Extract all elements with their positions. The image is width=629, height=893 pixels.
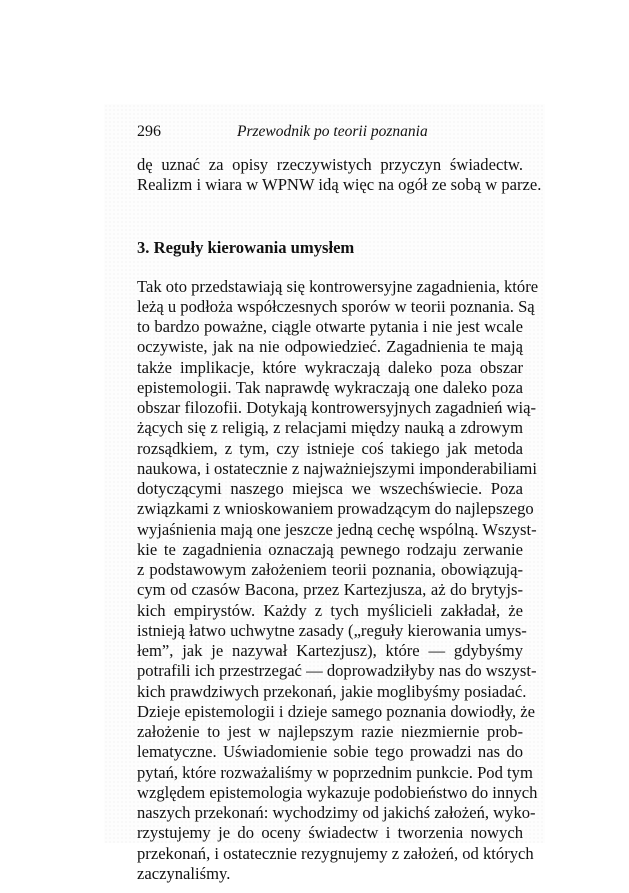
text-line: dę uznać za opisy rzeczywistych przyczyn świadectw. bbox=[137, 155, 523, 174]
page-number: 296 bbox=[137, 123, 161, 140]
text-line: leżą u podłoża współczesnych sporów w teorii poznania. Są bbox=[137, 296, 535, 316]
text-line: kie te zagadnienia oznaczają pewnego rodzaju zerwanie bbox=[137, 539, 523, 559]
text-line: naszych przekonań: wychodzimy od jakichś założeń, wyko- bbox=[137, 803, 536, 822]
text-line: zaczynaliśmy. bbox=[137, 863, 231, 883]
text-line: związkami z wnioskowaniem prowadzącym do najlepszego bbox=[137, 499, 534, 519]
text-line: Realizm i wiara w WPNW idą więc na ogół ze sobą w parze. bbox=[137, 175, 542, 195]
text-line: względem epistemologia wykazuje podobieństwo do innych bbox=[137, 782, 538, 802]
text-line: łem”, jak je nazywał Kartezjusz), które — gdybyśmy bbox=[137, 641, 523, 660]
section-heading: 3. Reguły kierowania umysłem bbox=[137, 237, 355, 257]
text-line: epistemologii. Tak naprawdę wykraczają one daleko poza bbox=[137, 377, 523, 397]
text-line: cym od czasów Bacona, przez Kartezjusza, aż do brytyjs- bbox=[137, 580, 523, 600]
text-line: obszar filozofii. Dotykają kontrowersyjnych zagadnień wią- bbox=[137, 398, 537, 417]
text-line: Tak oto przedstawiają się kontrowersyjne zagadnienia, które bbox=[137, 276, 539, 296]
running-header bbox=[137, 122, 523, 142]
paragraph-body bbox=[137, 276, 539, 885]
text-line: założenie to jest w najlepszym razie niezmiernie prob- bbox=[137, 722, 523, 741]
text-line: z podstawowym założeniem teorii poznania, obowiązują- bbox=[137, 560, 523, 579]
text-line: lematyczne. Uświadomienie sobie tego prowadzi nas do bbox=[137, 742, 523, 762]
text-line: żących się z religią, z relacjami między nauką a zdrowym bbox=[137, 418, 523, 438]
paragraph-continued bbox=[137, 155, 542, 196]
text-line: to bardzo poważne, ciągle otwarte pytania i nie jest wcale bbox=[137, 317, 523, 336]
text-line: oczywiste, jak na nie odpowiedzieć. Zagadnienia te mają bbox=[137, 337, 523, 357]
text-line: pytań, które rozważaliśmy w poprzednim punkcie. Pod tym bbox=[137, 762, 533, 782]
text-line: kich prawdziwych przekonań, jakie moglibyśmy posiadać. bbox=[137, 681, 527, 701]
text-line: dotyczącymi naszego miejsca we wszechświecie. Poza bbox=[137, 479, 523, 498]
book-title: Przewodnik po teorii poznania bbox=[237, 123, 428, 140]
text-line: także implikacje, które wykraczają daleko poza obszar bbox=[137, 357, 523, 377]
book-page bbox=[137, 122, 542, 884]
text-line: wyjaśnienia mają one jeszcze jedną cechę wspólną. Wszyst- bbox=[137, 519, 537, 539]
text-line: potrafili ich przestrzegać — doprowadziłyby nas do wszyst- bbox=[137, 661, 537, 681]
text-line: rozsądkiem, z tym, czy istnieje coś takiego jak metoda bbox=[137, 438, 523, 458]
text-line: rzystujemy je do oceny świadectw i tworzenia nowych bbox=[137, 823, 523, 843]
text-line: naukowa, i ostatecznie z najważniejszymi imponderabiliami bbox=[137, 458, 537, 478]
text-line: kich empirystów. Każdy z tych myślicieli zakładał, że bbox=[137, 600, 523, 620]
text-line: istnieją łatwo uchwytne zasady („reguły kierowania umys- bbox=[137, 620, 527, 640]
text-line: Dzieje epistemologii i dzieje samego poznania dowiodły, że bbox=[137, 701, 535, 721]
text-line: przekonań, i ostatecznie rezygnujemy z założeń, od których bbox=[137, 843, 534, 863]
